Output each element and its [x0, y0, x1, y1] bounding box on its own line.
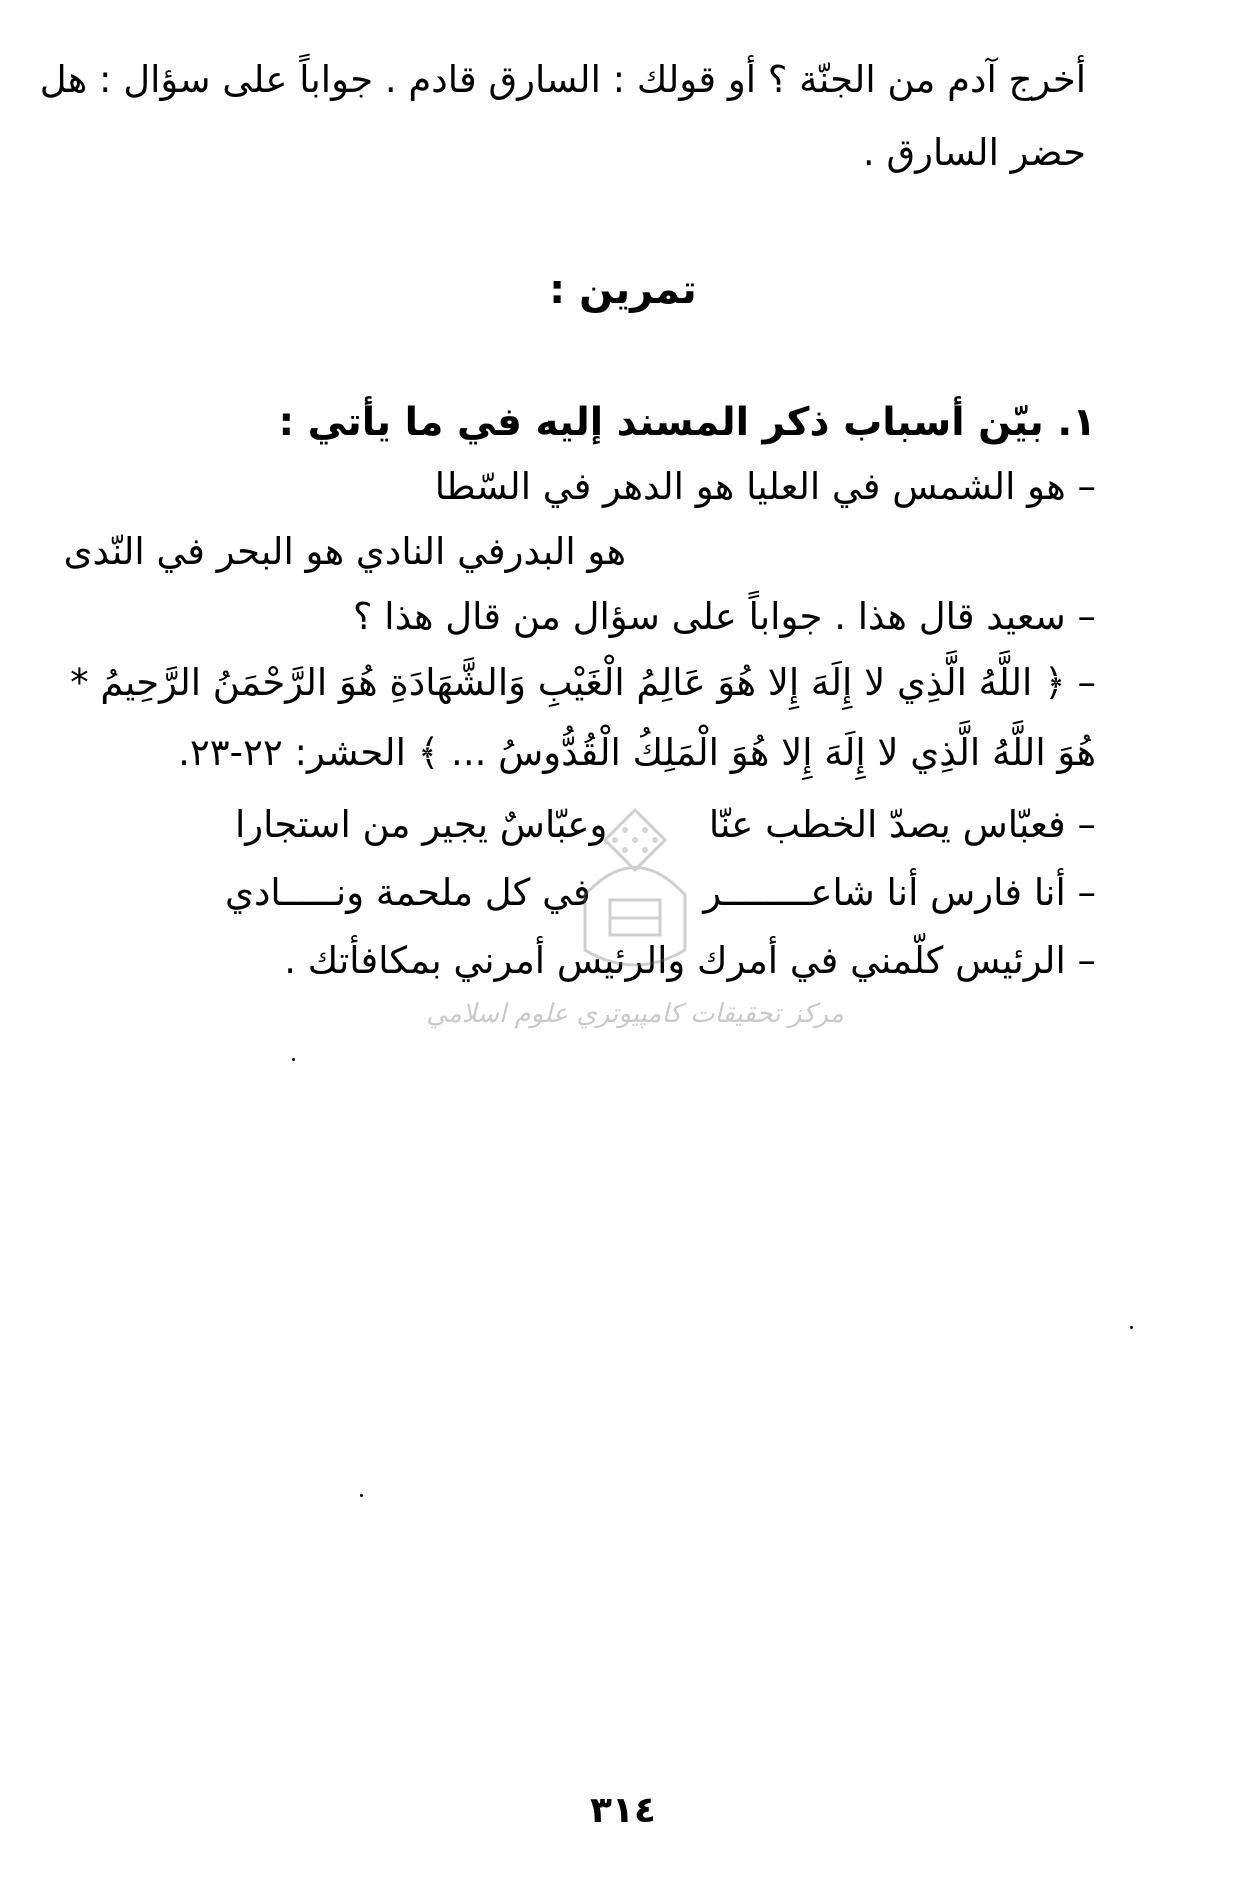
example-verse3-second-hemistich: في كل ملحمة ونـــــادي [225, 871, 591, 914]
scan-speck [292, 1058, 295, 1061]
example-5: – الرئيس كلّمني في أمرك والرئيس أمرني بمكافأتك . [284, 939, 1096, 982]
example-verse1-second-hemistich: هو البدرفي النادي هو البحر في النّدى [63, 530, 626, 573]
example-2: – سعيد قال هذا . جواباً على سؤال من قال هذا ؟ [352, 595, 1096, 638]
example-3-line-1: – ﴿ اللَّهُ الَّذِي لا إِلَهَ إِلا هُوَ عَالِمُ الْغَيْبِ وَالشَّهَادَةِ هُوَ الرَّحْمَنُ الرَّحِيمُ * [70, 661, 1096, 704]
example-verse3-first-hemistich: – أنا فارس أنا شاعــــــــر [703, 871, 1096, 914]
example-verse2-second-hemistich: وعبّاسٌ يجير من استجارا [235, 803, 608, 846]
watermark-text: مركز تحقيقات كامپيوتري علوم اسلامي [426, 999, 844, 1029]
page-number: ٣١٤ [590, 1790, 656, 1831]
example-3-line-2: هُوَ اللَّهُ الَّذِي لا إِلَهَ إِلا هُوَ الْمَلِكُ الْقُدُّوسُ ... ﴾ الحشر: ٢٢-٢٣. [178, 731, 1096, 774]
intro-line-2: حضر السارق . [862, 131, 1086, 174]
example-verse2-first-hemistich: – فعبّاس يصدّ الخطب عنّا [708, 803, 1096, 846]
scan-speck [360, 1494, 363, 1497]
intro-line-1: أخرج آدم من الجنّة ؟ أو قولك : السارق قادم . جواباً على سؤال : هل [39, 58, 1086, 101]
example-verse1-first-hemistich: – هو الشمس في العليا هو الدهر في السّطا [434, 465, 1096, 508]
exercise-question: ١. بيّن أسباب ذكر المسند إليه في ما يأتي : [278, 400, 1096, 445]
exercise-heading: تمرين : [549, 267, 697, 313]
scan-speck [1130, 1326, 1133, 1329]
